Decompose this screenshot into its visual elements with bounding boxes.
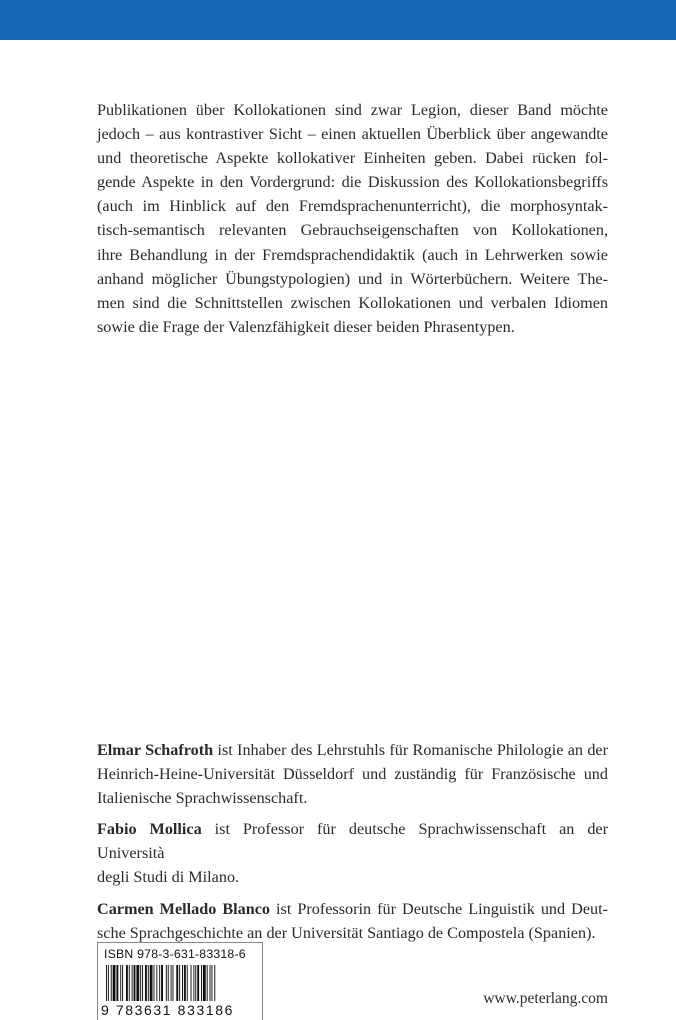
blurb-line: Publikationen über Kollokationen sind zwar Legion, dieser Band möchte <box>97 101 608 119</box>
isbn-digits: 9 783631 833186 <box>101 1001 259 1019</box>
top-color-bar <box>0 0 676 40</box>
bio-mollica: Fabio Mollica ist Professor für deutsche Sprachwissenschaft an der Università degli Studi di Milano. <box>97 820 609 887</box>
blurb-line: jedoch – aus kontrastiver Sicht – einen aktuellen Überblick über angewandte <box>97 125 608 144</box>
blurb-line: ihre Behandlung in der Fremdsprachendidaktik (auch in Lehrwerken sowie <box>97 245 608 264</box>
isbn-label: ISBN 978-3-631-83318-6 <box>104 947 246 961</box>
blurb-text <box>97 98 608 339</box>
editor-bios <box>97 738 608 952</box>
blurb-line: tisch-semantisch relevanten Gebrauchseigenschaften von Kollokationen, <box>97 221 608 240</box>
blurb-line: men sind die Schnittstellen zwischen Kollokationen und verbalen Idiomen <box>97 293 608 312</box>
blurb-line: (auch im Hinblick auf den Fremdsprachenunterricht), die morphosyntak- <box>97 197 608 216</box>
blurb-line: anhand möglicher Übungstypologien) und in Wörterbüchern. Weitere The- <box>97 269 608 288</box>
editor-name: Carmen Mellado Blanco <box>97 899 271 918</box>
editor-name: Elmar Schafroth <box>97 741 214 759</box>
bio-mellado-blanco: Carmen Mellado Blanco ist Professorin für Deutsche Linguistik und Deut- sche Sprachgeschichte an der Universität Santiago de Compostela (Spanien). <box>97 899 608 942</box>
editor-name: Fabio Mollica <box>97 820 202 839</box>
blurb-line: gende Aspekte in den Vordergrund: die Diskussion des Kollokationsbegriffs <box>97 173 608 192</box>
isbn-barcode <box>97 942 263 1020</box>
blurb-line: und theoretische Aspekte kollokativer Einheiten geben. Dabei rücken fol- <box>97 149 608 168</box>
publisher-url[interactable]: www.peterlang.com <box>483 990 608 1007</box>
bio-schafroth: Elmar Schafroth ist Inhaber des Lehrstuhls für Romanische Philologie an der Heinrich-Heine-Universität Düsseldorf und zuständig für Französische und Italienische Sprachwissenschaft. <box>97 741 608 808</box>
blurb-line: sowie die Frage der Valenzfähigkeit dieser beiden Phrasentypen. <box>97 317 515 336</box>
